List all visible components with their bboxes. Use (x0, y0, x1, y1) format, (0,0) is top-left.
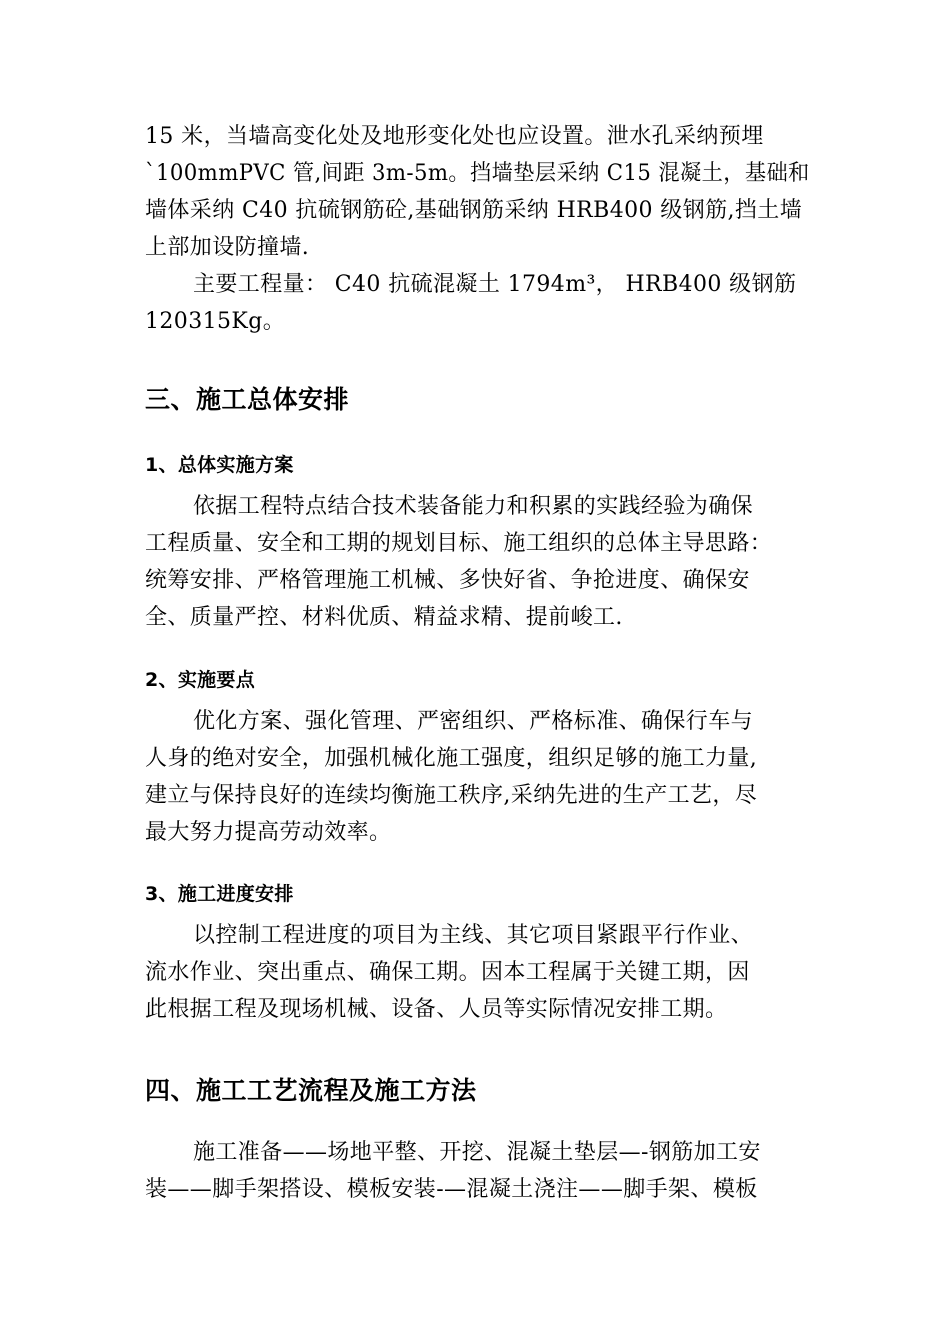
paragraph-line: 上部加设防撞墙. (145, 235, 310, 260)
section-heading: 四、施工工艺流程及施工方法 (145, 1076, 477, 1105)
paragraph-line: 统筹安排、严格管理施工机械、多快好省、争抢进度、确保安 (145, 568, 750, 593)
paragraph-line: 此根据工程及现场机械、设备、人员等实际情况安排工期。 (145, 997, 728, 1022)
paragraph-line: 优化方案、强化管理、严密组织、严格标准、确保行车与 (193, 709, 754, 734)
paragraph-line: 工程质量、安全和工期的规划目标、施工组织的总体主导思路： (145, 531, 773, 556)
paragraph-line: 全、质量严控、材料优质、精益求精、提前峻工. (145, 605, 623, 630)
paragraph-line: 以控制工程进度的项目为主线、其它项目紧跟平行作业、 (193, 923, 754, 948)
paragraph-line: 流水作业、突出重点、确保工期。因本工程属于关键工期，因 (145, 960, 750, 985)
paragraph-line: 建立与保持良好的连续均衡施工秩序,采纳先进的生产工艺，尽 (145, 783, 758, 808)
paragraph-line: 施工准备——场地平整、开挖、混凝土垫层—-钢筋加工安 (193, 1140, 761, 1165)
subsection-heading: 1、总体实施方案 (145, 454, 294, 476)
quantities-line: 120315Kg。 (145, 309, 286, 334)
subsection-heading: 2、实施要点 (145, 669, 256, 691)
paragraph-line: 15 米，当墙高变化处及地形变化处也应设置。泄水孔采纳预埋 (145, 124, 764, 149)
paragraph-line: `100mmPVC 管,间距 3m-5m。挡墙垫层采纳 C15 混凝土，基础和 (145, 161, 810, 186)
paragraph-line: 依据工程特点结合技术装备能力和积累的实践经验为确保 (193, 494, 754, 519)
paragraph-line: 最大努力提高劳动效率。 (145, 820, 392, 845)
paragraph-line: 人身的绝对安全，加强机械化施工强度，组织足够的施工力量, (145, 746, 758, 771)
section-heading: 三、施工总体安排 (145, 385, 350, 414)
quantities-line: 主要工程量： C40 抗硫混凝土 1794m³， HRB400 级钢筋 (193, 272, 797, 297)
paragraph-line: 装——脚手架搭设、模板安装-—混凝土浇注——脚手架、模板 (145, 1177, 758, 1202)
paragraph-line: 墙体采纳 C40 抗硫钢筋砼,基础钢筋采纳 HRB400 级钢筋,挡土墙 (145, 198, 803, 223)
subsection-heading: 3、施工进度安排 (145, 883, 294, 905)
